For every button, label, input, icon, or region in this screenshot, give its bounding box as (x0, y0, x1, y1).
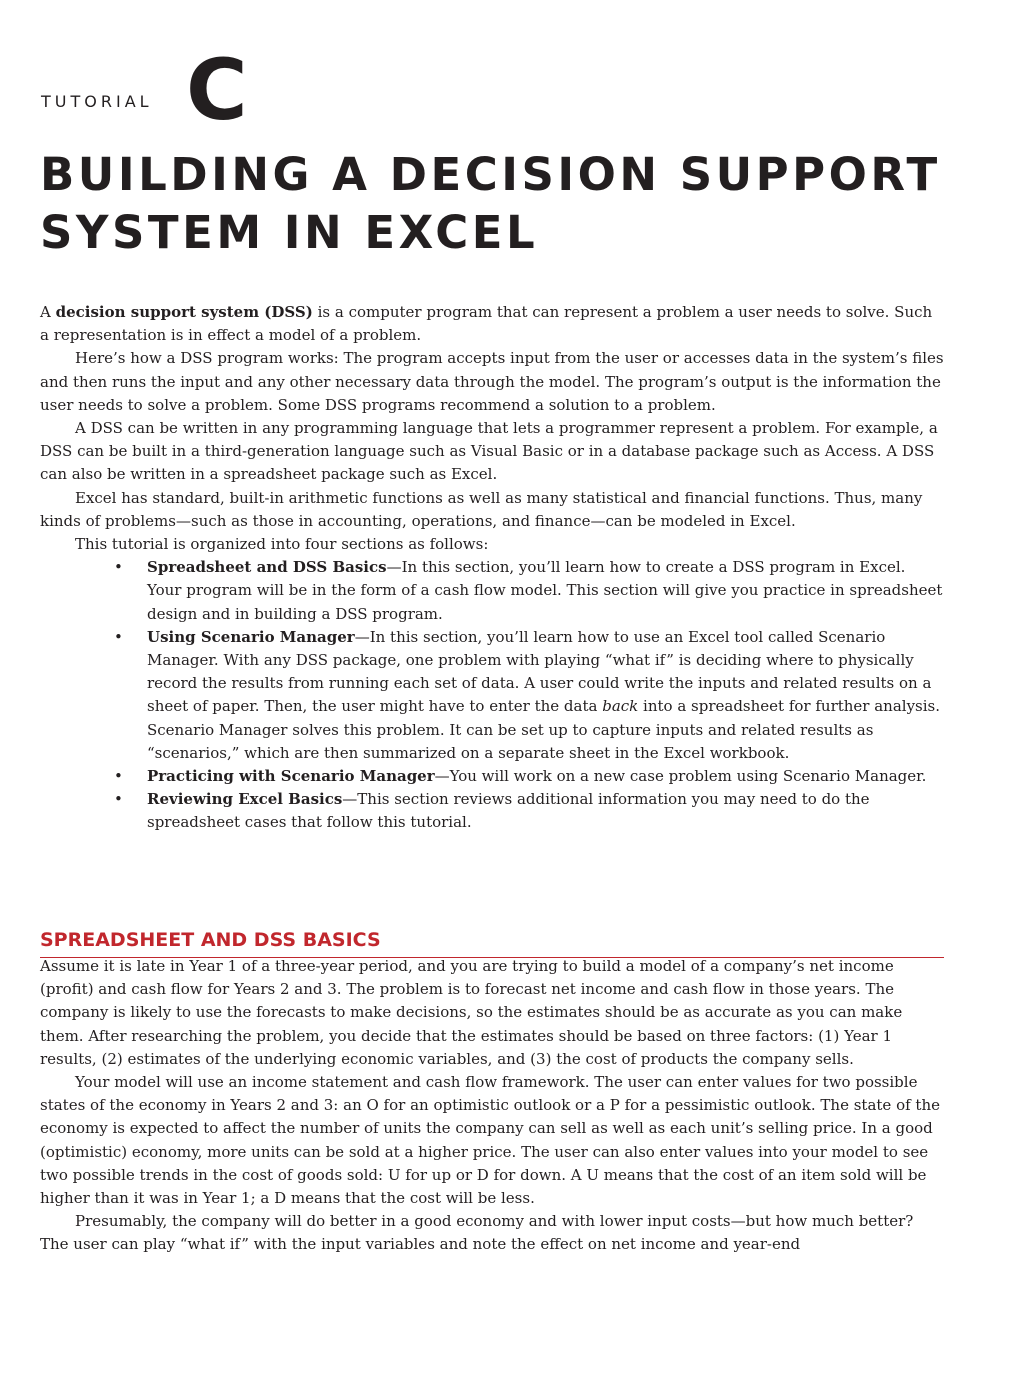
section-list (40, 556, 944, 834)
section-paragraph-2: Your model will use an income statement and cash flow framework. The user can enter values for two possible states of the economy in Years 2 and 3: an O for an optimistic outlook or a P for a pessimistic outlook. The state of the economy is expected to affect the number of units the company can sell as well as each unit’s selling price. In a good (optimistic) economy, more units can be sold at a higher price. The user can also enter values into your model to see two possible trends in the cost of goods sold: U for up or D for down. A U means that the cost of an item sold will be higher than it was in Year 1; a D means that the cost will be less. (40, 1073, 940, 1208)
bullet-text: —You will work on a new case problem using Scenario Manager. (434, 767, 927, 786)
tutorial-word: TUTORIAL (41, 92, 153, 111)
intro-paragraph-2: Here’s how a DSS program works: The program accepts input from the user or accesses data in the system’s files and then runs the input and any other necessary data through the model. The program’s output is the information the user needs to solve a problem. Some DSS programs recommend a solution to a problem. (40, 349, 944, 414)
bullet-icon: • (114, 627, 123, 646)
intro-body (40, 301, 944, 835)
title-line-2: SYSTEM IN EXCEL (40, 206, 539, 259)
bullet-term: Spreadsheet and DSS Basics (147, 558, 387, 577)
list-item (40, 788, 944, 834)
bullet-term: Practicing with Scenario Manager (147, 767, 435, 786)
page-title (40, 146, 941, 262)
intro-p1-lead: A (40, 303, 56, 321)
intro-paragraph-3: A DSS can be written in any programming language that lets a programmer represent a problem. For example, a DSS can be built in a third-generation language such as Visual Basic or in a database package such as Access. A DSS can also be written in a spreadsheet package such as Excel. (40, 419, 938, 484)
bullet-text-continued: into a spreadsheet for further analysis. Scenario Manager solves this problem. It can be set up to capture inputs and related results as “scenarios,” which are then summarized on a separate sheet in the Excel workbook. (147, 697, 941, 762)
section-paragraph-1: Assume it is late in Year 1 of a three-year period, and you are trying to build a model of a company’s net income (profit) and cash flow for Years 2 and 3. The problem is to forecast net income and cash flow in those years. The company is likely to use the forecasts to make decisions, so the estimates should be as accurate as you can make them. After researching the problem, you decide that the estimates should be based on three factors: (1) Year 1 results, (2) estimates of the underlying economic variables, and (3) the cost of products the company sells. (40, 957, 903, 1068)
list-item (40, 626, 944, 765)
section-heading: SPREADSHEET AND DSS BASICS (40, 928, 944, 958)
bullet-term: Using Scenario Manager (147, 627, 355, 646)
list-item (40, 556, 944, 626)
intro-paragraph-5: This tutorial is organized into four sections as follows: (75, 535, 489, 554)
bullet-icon: • (114, 790, 123, 809)
bullet-emphasis: back (602, 697, 639, 716)
bullet-text: —This section reviews additional information you may need to do the spreadsheet cases that follow this tutorial. (147, 790, 870, 832)
bullet-icon: • (114, 767, 123, 786)
dss-term: decision support system (DSS) (55, 303, 313, 321)
bullet-text: —In this section, you’ll learn how to create a DSS program in Excel. Your program will be in the form of a cash flow model. This section will give you practice in spreadsheet design and in building a DSS program. (147, 558, 943, 623)
title-line-1: BUILDING A DECISION SUPPORT (40, 148, 941, 201)
tutorial-label (40, 28, 440, 139)
section-paragraph-3: Presumably, the company will do better in a good economy and with lower input costs—but how much better? The user can play “what if” with the input variables and note the effect on net income and year-end (40, 1212, 914, 1254)
bullet-term: Reviewing Excel Basics (147, 790, 343, 809)
section-body (40, 955, 944, 1257)
intro-paragraph-1 (40, 301, 944, 347)
list-item (40, 765, 944, 788)
bullet-text: —In this section, you’ll learn how to use an Excel tool called Scenario Manager. With any DSS package, one problem with playing “what if” is deciding where to physically record the results from running each set of data. A user could write the inputs and related results on a sheet of paper. Then, the user might have to enter the data (147, 627, 932, 716)
bullet-icon: • (114, 558, 123, 577)
tutorial-letter: C (186, 41, 248, 139)
intro-p1-rest: is a computer program that can represent a problem a user needs to solve. Such a representation is in effect a model of a problem. (40, 303, 933, 345)
intro-paragraph-4: Excel has standard, built-in arithmetic functions as well as many statistical and financial functions. Thus, many kinds of problems—such as those in accounting, operations, and finance—can be modeled in Excel. (40, 488, 923, 530)
